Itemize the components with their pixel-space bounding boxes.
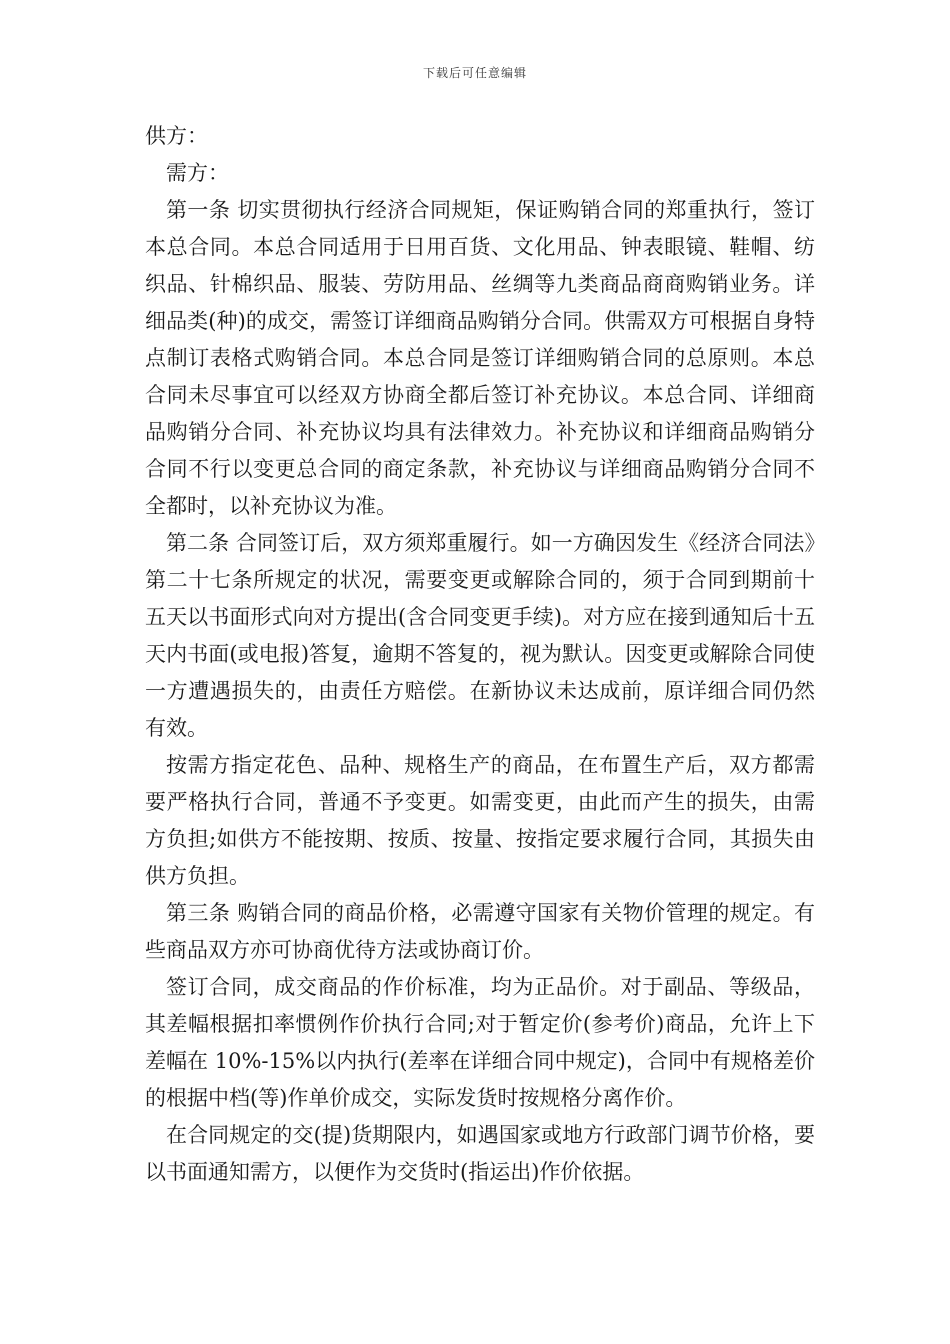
paragraph-buyer: 需方： bbox=[166, 161, 229, 185]
paragraph-supplier: 供方： bbox=[145, 124, 208, 148]
header-note: 下载后可任意编辑 bbox=[422, 66, 527, 80]
document-body bbox=[145, 118, 815, 1191]
paragraph-custom-goods: 按需方指定花色、品种、规格生产的商品，在布置生产后，双方都需要严格执行合同，普通不予变更。如需变更，由此而产生的损失，由需方负担;如供方不能按期、按质、按量、按指定要求履行合同，其损失由供方负担。 bbox=[145, 753, 815, 888]
paragraph-article-2: 第二条 合同签订后，双方须郑重履行。如一方确因发生《经济合同法》第二十七条所规定的状况，需要变更或解除合同的，须于合同到期前十五天以书面形式向对方提出(含合同变更手续)。对方应在接到通知后十五天内书面(或电报)答复，逾期不答复的，视为默认。因变更或解除合同使一方遭遇损失的，由责任方赔偿。在新协议未达成前，原详细合同仍然有效。 bbox=[145, 531, 815, 740]
paragraph-price-adjustment: 在合同规定的交(提)货期限内，如遇国家或地方行政部门调节价格，要以书面通知需方，以便作为交货时(指运出)作价依据。 bbox=[145, 1123, 815, 1184]
paragraph-article-3: 第三条 购销合同的商品价格，必需遵守国家有关物价管理的规定。有些商品双方亦可协商优待方法或协商订价。 bbox=[145, 901, 815, 962]
paragraph-article-1: 第一条 切实贯彻执行经济合同规矩，保证购销合同的郑重执行，签订本总合同。本总合同适用于日用百货、文化用品、钟表眼镜、鞋帽、纺织品、针棉织品、服装、劳防用品、丝绸等九类商品商商购销业务。详细品类(种)的成交，需签订详细商品购销分合同。供需双方可根据自身特点制订表格式购销合同。本总合同是签订详细购销合同的总原则。本总合同未尽事宜可以经双方协商全都后签订补充协议。本总合同、详细商品购销分合同、补充协议均具有法律效力。补充协议和详细商品购销分合同不行以变更总合同的商定条款，补充协议与详细商品购销分合同不全都时，以补充协议为准。 bbox=[145, 198, 815, 518]
paragraph-pricing-standard: 签订合同，成交商品的作价标准，均为正品价。对于副品、等级品，其差幅根据扣率惯例作价执行合同;对于暂定价(参考价)商品，允许上下差幅在 10%-15%以内执行(差率在详细合同中规定)，合同中有规格差价的根据中档(等)作单价成交，实际发货时按规格分离作价。 bbox=[145, 975, 815, 1110]
